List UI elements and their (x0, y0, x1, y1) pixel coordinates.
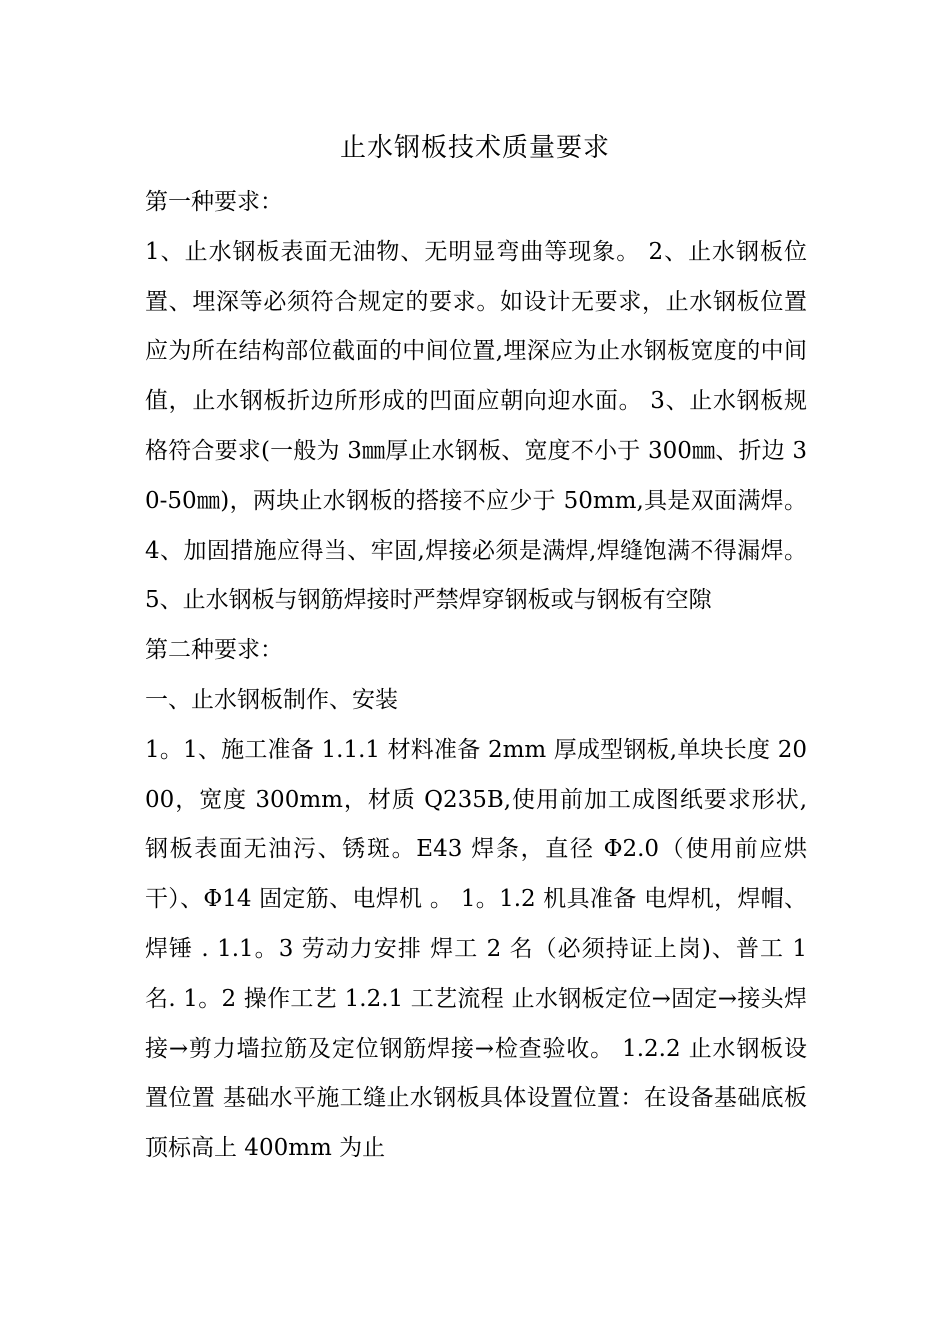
document-title: 止水钢板技术质量要求 (339, 133, 610, 163)
paragraph-construction-content: 1。1、施工准备 1.1.1 材料准备 2mm 厚成型钢板,单块长度 2000，宽度 300mm，材质 Q235B,使用前加工成图纸要求形状,钢板表面无油污、锈斑。E43 焊条，直径 Φ2.0（使用前应烘干）、Φ14 固定筋、电焊机 。 1。1.2 机具准备 电焊机，焊帽、焊锤 . 1.1。3 劳动力安排 焊工 2 名（必须持证上岗)、普工 1 名. 1。2 操作工艺 1.2.1 工艺流程 止水钢板定位→固定→接头焊接→剪力墙拉筋及定位钢筋焊接→检查验收。 1.2.2 止水钢板设置位置 基础水平施工缝止水钢板具体设置位置：在设备基础底板顶标高上 400mm 为止 (145, 736, 807, 1162)
paragraph-first-requirement-content: 1、止水钢板表面无油物、无明显弯曲等现象。 2、止水钢板位置、埋深等必须符合规定的要求。如设计无要求，止水钢板位置应为所在结构部位截面的中间位置,埋深应为止水钢板宽度的中间值，止水钢板折边所形成的凹面应朝向迎水面。 3、止水钢板规格符合要求(一般为 3㎜厚止水钢板、宽度不小于 300㎜、折边 30-50㎜)，两块止水钢板的搭接不应少于 50mm,具是双面满焊。 4、加固措施应得当、牢固,焊接必须是满焊,焊缝饱满不得漏焊。 5、止水钢板与钢筋焊接时严禁焊穿钢板或与钢板有空隙 (145, 238, 807, 614)
paragraph-second-requirement-heading: 第二种要求： (145, 637, 283, 664)
document-body (145, 178, 807, 1174)
paragraph-section-heading: 一、止水钢板制作、安装 (145, 686, 398, 713)
paragraph-first-requirement-heading: 第一种要求： (145, 189, 283, 215)
